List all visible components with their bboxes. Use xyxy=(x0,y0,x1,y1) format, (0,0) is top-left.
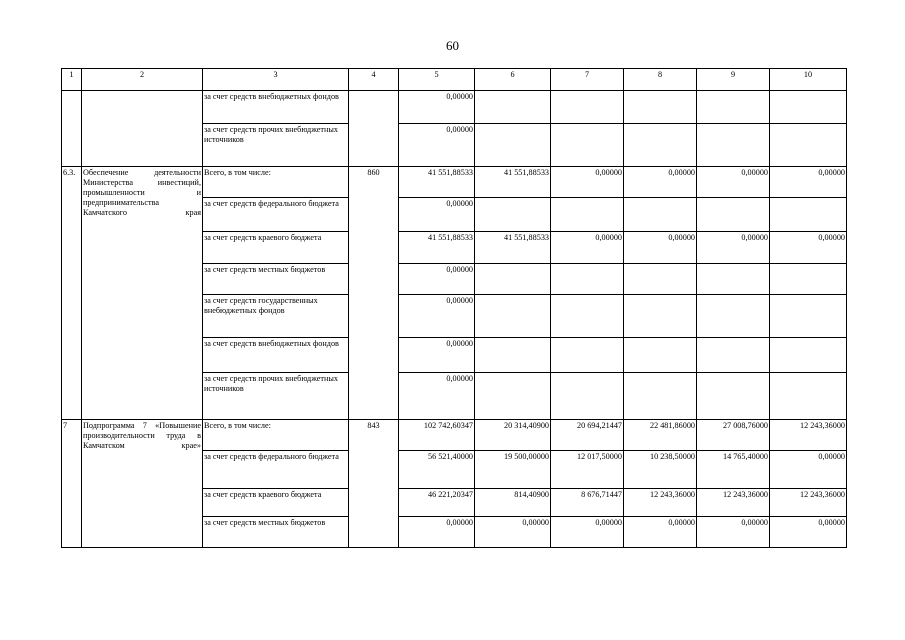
row-label: за счет средств местных бюджетов xyxy=(203,517,349,548)
header-cell: 2 xyxy=(82,69,203,91)
row-label: за счет средств внебюджетных фондов xyxy=(203,91,349,124)
table-row xyxy=(62,420,847,451)
value-cell: 20 314,40900 xyxy=(475,420,551,451)
value-cell: 0,00000 xyxy=(399,295,475,338)
row-number: 7 xyxy=(62,420,82,548)
row-label: за счет средств государственных внебюджетных фондов xyxy=(203,295,349,338)
value-cell: 102 742,60347 xyxy=(399,420,475,451)
value-cell: 41 551,88533 xyxy=(399,232,475,264)
value-cell: 12 243,36000 xyxy=(624,489,697,517)
value-cell: 0,00000 xyxy=(551,232,624,264)
row-label: за счет средств внебюджетных фондов xyxy=(203,338,349,373)
row-label: за счет средств местных бюджетов xyxy=(203,264,349,295)
value-cell: 0,00000 xyxy=(770,167,847,198)
row-label: за счет средств прочих внебюджетных источников xyxy=(203,124,349,167)
value-cell: 22 481,86000 xyxy=(624,420,697,451)
row-code xyxy=(349,91,399,167)
value-cell: 0,00000 xyxy=(399,198,475,232)
header-cell: 4 xyxy=(349,69,399,91)
row-code: 843 xyxy=(349,420,399,548)
value-cell: 0,00000 xyxy=(770,451,847,489)
row-label: Всего, в том числе: xyxy=(203,420,349,451)
page-number: 60 xyxy=(446,38,459,53)
row-number xyxy=(62,91,82,167)
budget-table xyxy=(61,68,847,548)
value-cell: 20 694,21447 xyxy=(551,420,624,451)
value-cell: 0,00000 xyxy=(624,232,697,264)
row-name xyxy=(82,91,203,167)
row-label: за счет средств краевого бюджета xyxy=(203,232,349,264)
header-cell: 9 xyxy=(697,69,770,91)
value-cell: 814,40900 xyxy=(475,489,551,517)
header-cell: 8 xyxy=(624,69,697,91)
value-cell: 0,00000 xyxy=(624,167,697,198)
header-cell: 10 xyxy=(770,69,847,91)
table-row xyxy=(62,167,847,198)
row-name: Подпрограмма 7 «Повышение производительности труда в Камчатском крае» xyxy=(82,420,203,548)
row-label: за счет средств краевого бюджета xyxy=(203,489,349,517)
row-label: за счет средств федерального бюджета xyxy=(203,451,349,489)
value-cell: 19 500,00000 xyxy=(475,451,551,489)
value-cell: 0,00000 xyxy=(770,517,847,548)
value-cell: 0,00000 xyxy=(697,517,770,548)
value-cell: 0,00000 xyxy=(399,124,475,167)
value-cell: 0,00000 xyxy=(475,517,551,548)
row-label: за счет средств прочих внебюджетных источников xyxy=(203,373,349,420)
value-cell: 41 551,88533 xyxy=(475,232,551,264)
value-cell: 0,00000 xyxy=(399,373,475,420)
header-row xyxy=(62,69,847,91)
header-cell: 1 xyxy=(62,69,82,91)
value-cell: 0,00000 xyxy=(697,232,770,264)
value-cell: 12 243,36000 xyxy=(770,420,847,451)
header-cell: 3 xyxy=(203,69,349,91)
value-cell: 0,00000 xyxy=(551,167,624,198)
value-cell: 0,00000 xyxy=(551,517,624,548)
value-cell: 0,00000 xyxy=(697,167,770,198)
value-cell: 46 221,20347 xyxy=(399,489,475,517)
value-cell: 56 521,40000 xyxy=(399,451,475,489)
value-cell: 41 551,88533 xyxy=(399,167,475,198)
value-cell: 8 676,71447 xyxy=(551,489,624,517)
header-cell: 6 xyxy=(475,69,551,91)
value-cell: 12 243,36000 xyxy=(697,489,770,517)
header-cell: 5 xyxy=(399,69,475,91)
value-cell: 0,00000 xyxy=(770,232,847,264)
value-cell: 0,00000 xyxy=(399,338,475,373)
row-label: за счет средств федерального бюджета xyxy=(203,198,349,232)
header-cell: 7 xyxy=(551,69,624,91)
value-cell: 27 008,76000 xyxy=(697,420,770,451)
value-cell: 12 243,36000 xyxy=(770,489,847,517)
value-cell: 0,00000 xyxy=(399,91,475,124)
table-row xyxy=(62,91,847,124)
row-label: Всего, в том числе: xyxy=(203,167,349,198)
value-cell: 0,00000 xyxy=(624,517,697,548)
value-cell: 14 765,40000 xyxy=(697,451,770,489)
value-cell: 12 017,50000 xyxy=(551,451,624,489)
value-cell: 0,00000 xyxy=(399,264,475,295)
row-name: Обеспечение деятельности Министерства инвестиций, промышленности и предпринимательства Камчатского края xyxy=(82,167,203,420)
value-cell: 41 551,88533 xyxy=(475,167,551,198)
row-number: 6.3. xyxy=(62,167,82,420)
value-cell: 10 238,50000 xyxy=(624,451,697,489)
row-code: 860 xyxy=(349,167,399,420)
value-cell: 0,00000 xyxy=(399,517,475,548)
